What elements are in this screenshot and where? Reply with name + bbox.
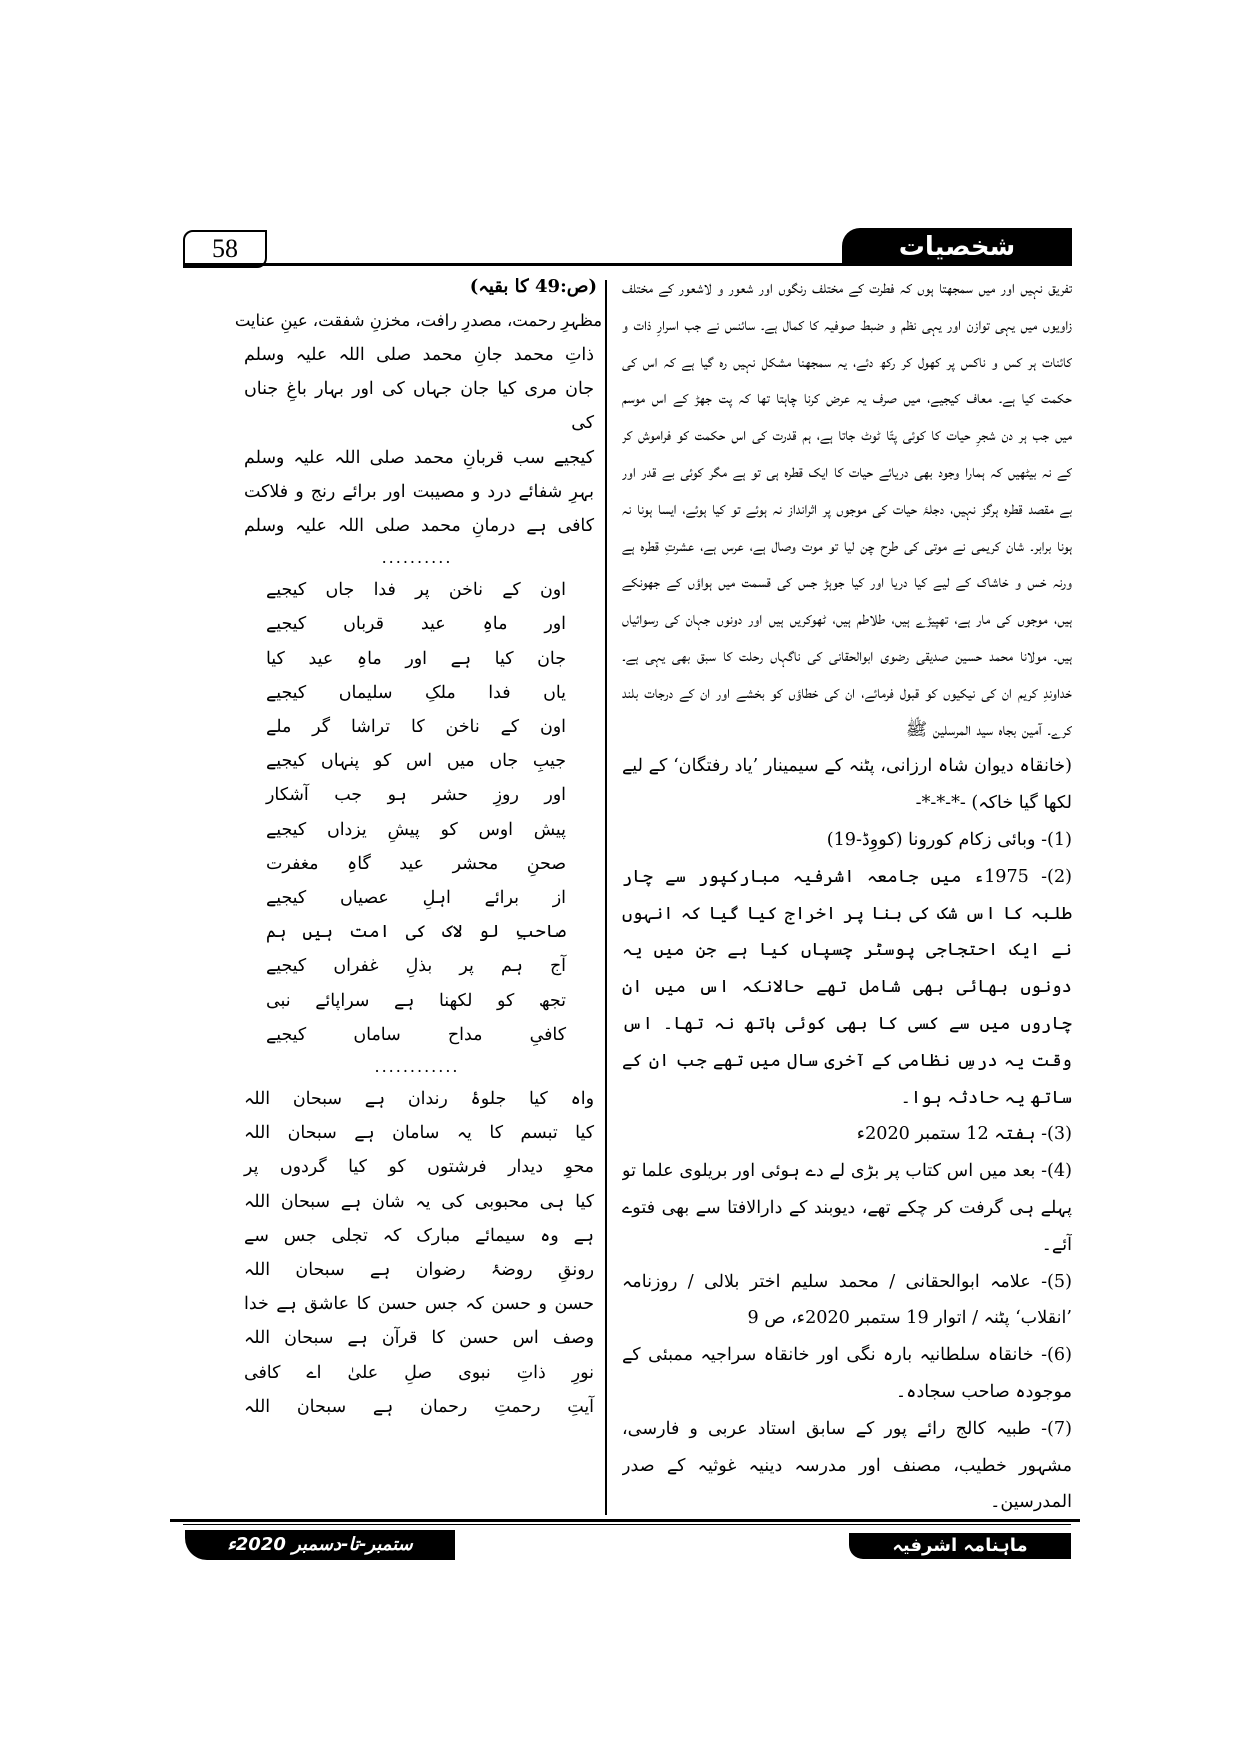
poem-line: کافی ہے درمانِ محمد صلی اللہ علیہ وسلم bbox=[244, 516, 594, 537]
issue-date: ستمبر-تا-دسمبر 2020ء bbox=[185, 1530, 455, 1560]
poem-line: جان کیا ہے اور ماہِ عید کیا bbox=[266, 648, 566, 669]
poem-line: رونقِ روضۂ رضوان ہے سبحان اللہ bbox=[244, 1260, 594, 1281]
page-number: 58 bbox=[183, 230, 267, 268]
poem-line: پیش اوس کو پیشِ یزداں کیجیے bbox=[266, 819, 566, 840]
source-note: (خانقاہ دیوان شاہ ارزانی، پٹنہ کے سیمینار ’یاد رفتگان‘ کے لیے لکھا گیا خاکہ) -*-*-*- bbox=[622, 756, 1072, 814]
poem-line: بہرِ شفائے درد و مصیبت اور برائے رنج و فلاکت bbox=[244, 481, 594, 502]
poem-line: کیا ہی محبوبی کی یہ شان ہے سبحان اللہ bbox=[244, 1191, 594, 1212]
poem-line: یاں فدا ملکِ سلیماں کیجیے bbox=[266, 682, 566, 703]
poem-line: آیتِ رحمتِ رحمان ہے سبحان اللہ bbox=[244, 1396, 594, 1417]
poem-line: آج ہم پر بذلِ غفراں کیجیے bbox=[266, 956, 566, 977]
footnote: (4)- بعد میں اس کتاب پر بڑی لے دے ہوئی اور بریلوی علما تو پہلے ہی گرفت کر چکے تھے، دیوبند کے دارالافتا سے بھی فتوے آئے۔ bbox=[622, 1161, 1072, 1255]
poem-line: واہ کیا جلوۂ رندان ہے سبحان اللہ bbox=[244, 1089, 594, 1110]
footnote: (5)- علامہ ابوالحقانی / محمد سلیم اختر بلالی / روزنامہ ’انقلاب‘ پٹنہ / اتوار 19 ستمبر 2020ء، ص 9 bbox=[622, 1271, 1072, 1329]
poem-line: صحنِ محشر عید گاہِ مغفرت bbox=[266, 853, 566, 874]
footnotes bbox=[622, 822, 1072, 1515]
poem-line: ذاتِ محمد جانِ محمد صلی اللہ علیہ وسلم bbox=[244, 345, 594, 365]
poem-group-2 bbox=[232, 573, 602, 1052]
poem-line: ہے وہ سیمائے مبارک کہ تجلی جس سے bbox=[244, 1225, 594, 1246]
poem-line: وصف اس حسن کا قرآن ہے سبحان اللہ bbox=[244, 1328, 594, 1349]
left-column bbox=[232, 270, 602, 1515]
poem-line: صاحبِ لو لاک کی امت ہیں ہم bbox=[266, 922, 566, 943]
poem-intro-line: مظہرِ رحمت، مصدرِ رافت، مخزنِ شفقت، عینِ عنایت bbox=[234, 311, 602, 330]
footnote: (3)- ہفتہ 12 ستمبر 2020ء bbox=[856, 1124, 1072, 1145]
footer-rule bbox=[170, 1519, 1080, 1522]
poem-line: محوِ دیدار فرشتوں کو کیا گردوں پر bbox=[244, 1157, 594, 1178]
footnote: (7)- طبیہ کالج رائے پور کے سابق استاد عربی و فارسی، مشہور خطیب، مصنف اور مدرسہ دینیہ غوثیہ کے صدر المدرسین۔ bbox=[622, 1418, 1072, 1513]
section-title: شخصیات bbox=[842, 228, 1072, 266]
poem-line: کافیِ مداح ساماں کیجیے bbox=[266, 1024, 566, 1045]
footnote: (1)- وبائی زکام کورونا (کووِڈ-19) bbox=[826, 829, 1072, 850]
main-paragraph: تفریق نہیں اور میں سمجھتا ہوں کہ فطرت کے مختلف رنگوں اور شعور و لاشعور کے مختلف زاویوں میں یہی توازن اور یہی نظم و ضبط صوفیہ کا کمال ہے۔ سائنس نے جب اسرارِ ذات و کائنات ہر کس و ناکس پر کھول کر رکھ دئے، یہ سمجھنا مشکل نہیں رہ گیا ہے کہ اس کی حکمت کیا ہے۔ معاف کیجیے، میں صرف یہ عرض کرنا چاہتا تھا کہ پت جھڑ کے اس موسم میں جب ہر دن شجرِ حیات کا کوئی پتّا ٹوٹ جاتا ہے، ہم قدرت کی اس حکمت کو فراموش کر کے نہ بیٹھیں کہ ہمارا وجود بھی دریائے حیات کا ایک قطرہ ہی تو ہے مگر کوئی بے قدر اور بے مقصد قطرہ ہرگز نہیں، دجلۂ حیات کی موجوں پر اثرانداز نہ ہوئے تو کیا ہوئے، ایسا ہونا نہ ہونا برابر۔ شان کریمی نے موتی کی طرح چن لیا تو موت وصال ہے، عرس ہے، عشرتِ قطرہ ہے ورنہ خس و خاشاک کے لیے کیا دریا اور کیا جوہڑ جس کی قسمت میں ہواؤں کے جھونکے ہیں، موجوں کی مار ہے، تھپیڑے ہیں، طلاطم ہیں، ٹھوکریں ہیں اور دونوں جہان کی رسوائیاں ہیں۔ مولانا محمد حسین صدیقی رضوی ابوالحقانی کی ناگہاں رحلت کا سبق بھی یہی ہے۔ خداوندِ کریم ان کی نیکیوں کو قبول فرمائے، ان کی خطاؤں کو بخشے اور ان کے درجات بلند کرے۔ آمین بجاہ سید المرسلین ﷺ bbox=[622, 278, 1072, 740]
poem-line: اور ماہِ عید قرباں کیجیے bbox=[266, 614, 566, 635]
footnote: (2)- 1975ء میں جامعہ اشرفیہ مبارکپور سے چار طلبہ کا اس شک کی بنا پر اخراج کیا گیا کہ انہوں نے ایک احتجاجی پوسٹر چسپاں کیا ہے جن میں یہ دونوں بھائی بھی شامل تھے حالانکہ اس میں ان چاروں میں سے کسی کا بھی کوئی ہاتھ نہ تھا۔ اس وقت یہ درسِ نظامی کے آخری سال میں تھے جب ان کے ساتھ یہ حادثہ ہوا۔ bbox=[622, 866, 1072, 1108]
poem-line: از برائے اہلِ عصیاں کیجیے bbox=[266, 888, 566, 909]
poem-line: کیجیے سب قربانِ محمد صلی اللہ علیہ وسلم bbox=[244, 447, 594, 468]
stanza-separator: .......... bbox=[381, 548, 453, 568]
footnote: (6)- خانقاہ سلطانیہ بارہ نگی اور خانقاہ سراجیہ ممبئی کے موجودہ صاحب سجادہ۔ bbox=[622, 1345, 1072, 1402]
column-divider bbox=[605, 280, 607, 1515]
poem-line: کیا تبسم کا یہ سامان ہے سبحان اللہ bbox=[244, 1123, 594, 1144]
poem-line: اون کے ناخن کا تراشا گر ملے bbox=[266, 717, 566, 738]
continuation-title: (ص:49 کا بقیہ) bbox=[469, 276, 597, 297]
poem-line: اون کے ناخن پر فدا جاں کیجیے bbox=[266, 580, 566, 601]
poem-line: نورِ ذاتِ نبوی صلِ علیٰ اے کافی bbox=[244, 1362, 594, 1383]
poem-line: تجھ کو لکھنا ہے سراپائے نبی bbox=[266, 990, 566, 1011]
poem-group-1 bbox=[232, 338, 602, 543]
poem-group-3 bbox=[232, 1082, 602, 1424]
poem-line: جیبِ جاں میں اس کو پنہاں کیجیے bbox=[266, 751, 566, 772]
poem-line: حسن و حسن کہ جس حسن کا عاشق ہے خدا bbox=[244, 1294, 594, 1315]
poem-line: اور روزِ حشر ہو جب آشکار bbox=[266, 785, 566, 806]
footer-rule-thin bbox=[183, 1524, 1071, 1525]
stanza-separator-2: ............ bbox=[374, 1057, 460, 1077]
poem-line: جان مری کیا جان جہاں کی اور بہار باغِ جناں کی bbox=[244, 379, 594, 434]
right-column bbox=[622, 270, 1072, 1515]
magazine-name: ماہنامہ اشرفیہ bbox=[849, 1533, 1071, 1559]
